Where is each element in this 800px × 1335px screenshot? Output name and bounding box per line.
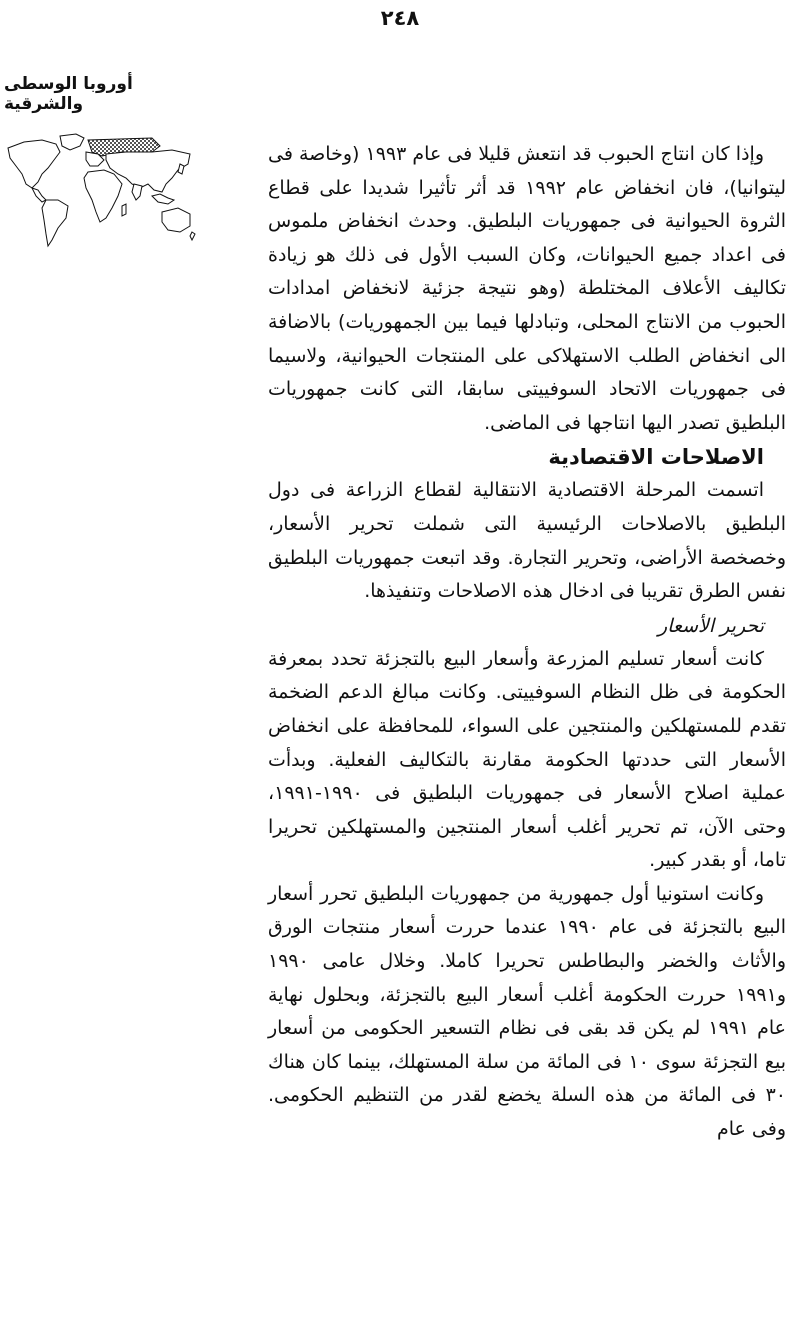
paragraph: اتسمت المرحلة الاقتصادية الانتقالية لقطاع الزراعة فى دول البلطيق بالاصلاحات الرئيسية التى شملت تحرير الأسعار، وخصخصة الأراضى، وتحرير التجارة. وقد اتبعت جمهوريات البلطيق نفس الطرق تقريبا فى ادخال هذه الاصلاحات وتنفيذها. [268, 479, 786, 603]
world-map-icon [2, 130, 198, 252]
main-text-column [268, 138, 786, 1147]
page-number: ٢٤٨ [380, 6, 420, 30]
map-australia-shape [162, 208, 190, 232]
sub-heading: تحرير الأسعار [657, 614, 764, 637]
paragraph: وإذا كان انتاج الحبوب قد انتعش قليلا فى عام ١٩٩٣ (وخاصة فى ليتوانيا)، فان انخفاض عام ١٩٩٢ قد أثر تأثيرا شديدا على قطاع الثروة الحيوانية فى جمهوريات البلطيق. وحدث انخفاض ملموس فى اعداد جميع الحيوانات، وكان السبب الأول فى ذلك هو زيادة تكاليف الأعلاف المختلطة (وهو نتيجة جزئية لانخفاض امدادات الحبوب من الانتاج المحلى، وتبادلها فيما بين الجمهوريات) بالاضافة الى انخفاض الطلب الاستهلاكى على المنتجات الحيوانية، ولاسيما فى جمهوريات الاتحاد السوفييتى سابقا، التى كانت جمهوريات البلطيق تصدر اليها انتاجها فى الماضى. [268, 143, 786, 434]
map-madagascar-shape [122, 204, 126, 216]
section-heading: الاصلاحات الاقتصادية [548, 445, 764, 470]
paragraph: كانت أسعار تسليم المزرعة وأسعار البيع بالتجزئة تحدد بمعرفة الحكومة فى ظل النظام السوفييتى. وكانت مبالغ الدعم الضخمة تقدم للمستهلكين والمنتجين على السواء، للمحافظة على انخفاض الأسعار التى حددتها الحكومة مقارنة بالتكاليف الفعلية. وبدأت عملية اصلاح الأسعار فى جمهوريات البلطيق فى ١٩٩٠-١٩٩١، وحتى الآن، تم تحرير أغلب أسعار المنتجين والمستهلكين تحريرا تاما، أو بقدر كبير. [268, 647, 786, 872]
running-header: أوروبا الوسطى والشرقية [4, 74, 133, 114]
paragraph: وكانت استونيا أول جمهورية من جمهوريات البلطيق تحرر أسعار البيع بالتجزئة فى عام ١٩٩٠ عندما حررت أسعار منتجات الورق والأثاث والخضر والبطاطس تحريرا كاملا. وخلال عامى ١٩٩٠ و١٩٩١ حررت الحكومة أغلب أسعار البيع بالتجزئة، وبحلول نهاية عام ١٩٩١ لم يكن قد بقى فى نظام التسعير الحكومى من أسعار بيع التجزئة سوى ١٠ فى المائة من سلة المستهلك، بينما كان هناك ٣٠ فى المائة من هذه السلة يخضع لقدر من التنظيم الحكومى. وفى عام [268, 882, 787, 1141]
